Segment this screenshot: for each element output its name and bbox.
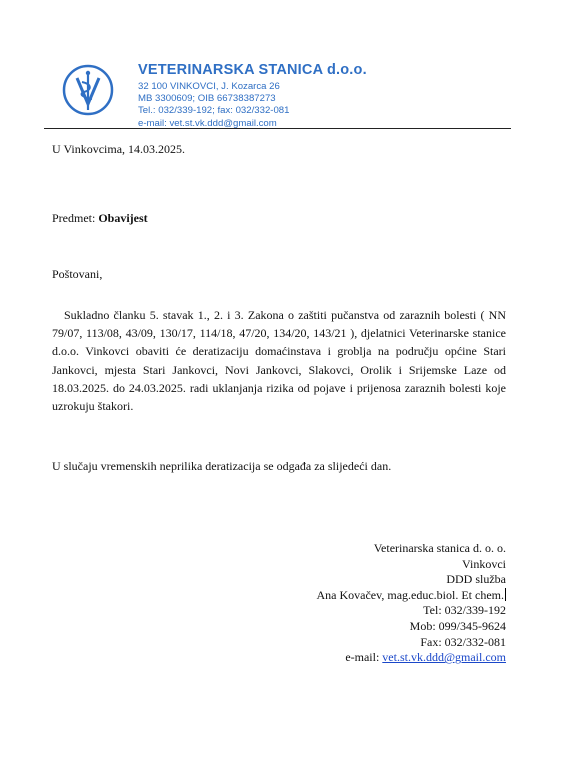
subject-label: Predmet: — [52, 211, 96, 225]
greeting: Poštovani, — [52, 267, 103, 281]
company-address: 32 100 VINKOVCI, J. Kozarca 26 — [138, 81, 280, 92]
signature-email-label: e-mail: — [345, 650, 383, 665]
signature-email-link[interactable]: vet.st.vk.ddd@gmail.com — [382, 650, 506, 665]
veterinary-caduceus-icon — [62, 64, 114, 116]
signature-tel: Tel: 032/339-192 — [423, 603, 506, 618]
signature-email-line — [317, 650, 507, 666]
signature-block — [317, 541, 507, 666]
subject-value: Obavijest — [98, 211, 148, 225]
signature-dept: DDD služba — [446, 572, 506, 587]
body-paragraph: Sukladno članku 5. stavak 1., 2. i 3. Zakona o zaštiti pučanstva od zaraznih bolesti ( NN 79/07, 113/08, 43/09, 130/17, 114/18, 47/20, 134/20, 143/21 ), djelatnici Veterinarske stanice d.o.o. Vinkovci obaviti će deratizaciju domaćinstava i groblja na području općine Stari Jankovci, mjesta Stari Jankovci, Novi Jankovci, Slakovci, Orolik i Srijemske Laze od 18.03.2025. do 24.03.2025. radi uklanjanja rizika od pojave i prijenosa zaraznih bolesti koje uzrokuju štakori. — [52, 308, 506, 414]
subject-line — [52, 211, 148, 226]
signature-person: Ana Kovačev, mag.educ.biol. Et chem. — [316, 587, 504, 602]
header-divider — [44, 128, 511, 129]
text-cursor — [505, 588, 506, 601]
signature-org: Veterinarska stanica d. o. o. — [373, 541, 506, 555]
company-email: e-mail: vet.st.vk.ddd@gmail.com — [138, 117, 277, 129]
company-ids: MB 3300609; OIB 66738387273 — [138, 93, 276, 105]
weather-notice: U slučaju vremenskih neprilika deratizacija se odgađa za slijedeći dan. — [52, 459, 392, 473]
company-name: VETERINARSKA STANICA d.o.o. — [138, 62, 367, 78]
signature-person-line — [317, 588, 507, 604]
company-phone-fax: Tel.: 032/339-192; fax: 032/332-081 — [138, 105, 290, 117]
signature-mob: Mob: 099/345-9624 — [409, 618, 506, 633]
signature-city: Vinkovci — [462, 556, 506, 571]
signature-fax: Fax: 032/332-081 — [420, 634, 506, 649]
company-block — [138, 62, 367, 130]
date-line: U Vinkovcima, 14.03.2025. — [52, 142, 186, 156]
